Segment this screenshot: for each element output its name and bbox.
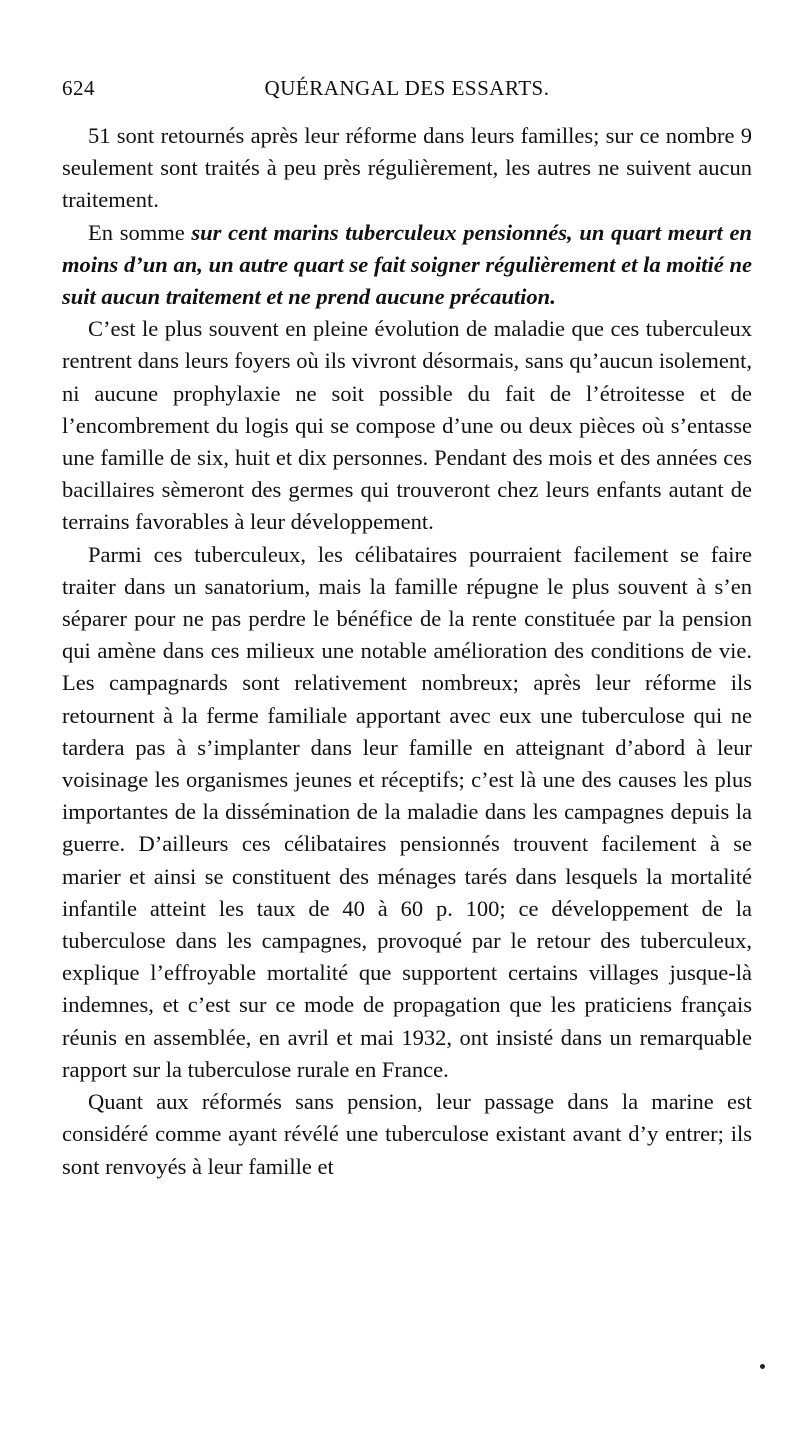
paragraph-1: 51 sont retournés après leur réforme dans leurs familles; sur ce nombre 9 seulement sont traités à peu près régulièrement, les autres ne suivent aucun traitement. bbox=[62, 123, 752, 213]
paragraph-2-italic: sur cent marins tuberculeux pensionnés, un quart meurt en moins d’un an, un autre quart se fait soigner régulièrement et la moitié ne suit aucun traitement et ne prend aucune précaution. bbox=[62, 219, 752, 310]
margin-dot bbox=[760, 1364, 765, 1369]
running-title: QUÉRANGAL DES ESSARTS. bbox=[264, 76, 550, 100]
paragraph-3: C’est le plus souvent en pleine évolution de maladie que ces tuberculeux rentrent dans leurs foyers où ils vivront désormais, sans qu’aucun isolement, ni aucune prophylaxie ne soit possible du fait de l’étroitesse et de l’encombrement du logis qui se compose d’une ou deux pièces où s’entasse une famille de six, huit et dix personnes. Pendant des mois et des années ces bacillaires sèmeront des germes qui trouveront chez leurs enfants autant de terrains favorables à leur développement. bbox=[62, 316, 752, 535]
page-header bbox=[62, 76, 752, 106]
paragraph-2-lead: En somme bbox=[88, 219, 192, 245]
body-text bbox=[62, 120, 752, 1183]
paragraph-5: Quant aux réformés sans pension, leur passage dans la marine est considéré comme ayant révélé une tuberculose existant avant d’y entrer; ils sont renvoyés à leur famille et bbox=[62, 1089, 752, 1179]
paragraph-2 bbox=[62, 217, 752, 314]
paragraph-4: Parmi ces tuberculeux, les célibataires pourraient facilement se faire traiter dans un sanatorium, mais la famille répugne le plus souvent à s’en séparer pour ne pas perdre le bénéfice de la rente constituée par la pension qui amène dans ces milieux une notable amélioration des conditions de vie. Les campagnards sont relativement nombreux; après leur réforme ils retournent à la ferme familiale apportant avec eux une tuberculose qui ne tardera pas à s’implanter dans leur famille en atteignant d’abord à leur voisinage les organismes jeunes et réceptifs; c’est là une des causes les plus importantes de la dissémination de la maladie dans les campagnes depuis la guerre. D’ailleurs ces célibataires pensionnés trouvent facilement à se marier et ainsi se constituent des ménages tarés dans lesquels la mortalité infantile atteint les taux de 40 à 60 p. 100; ce développement de la tuberculose dans les campagnes, provoqué par le retour des tuberculeux, explique l’effroyable mortalité que supportent certains villages jusque-là indemnes, et c’est sur ce mode de propagation que les praticiens français réunis en assemblée, en avril et mai 1932, ont insisté dans un remarquable rapport sur la tuberculose rurale en France. bbox=[62, 541, 752, 1082]
page bbox=[62, 76, 752, 1183]
page-number: 624 bbox=[62, 76, 95, 100]
